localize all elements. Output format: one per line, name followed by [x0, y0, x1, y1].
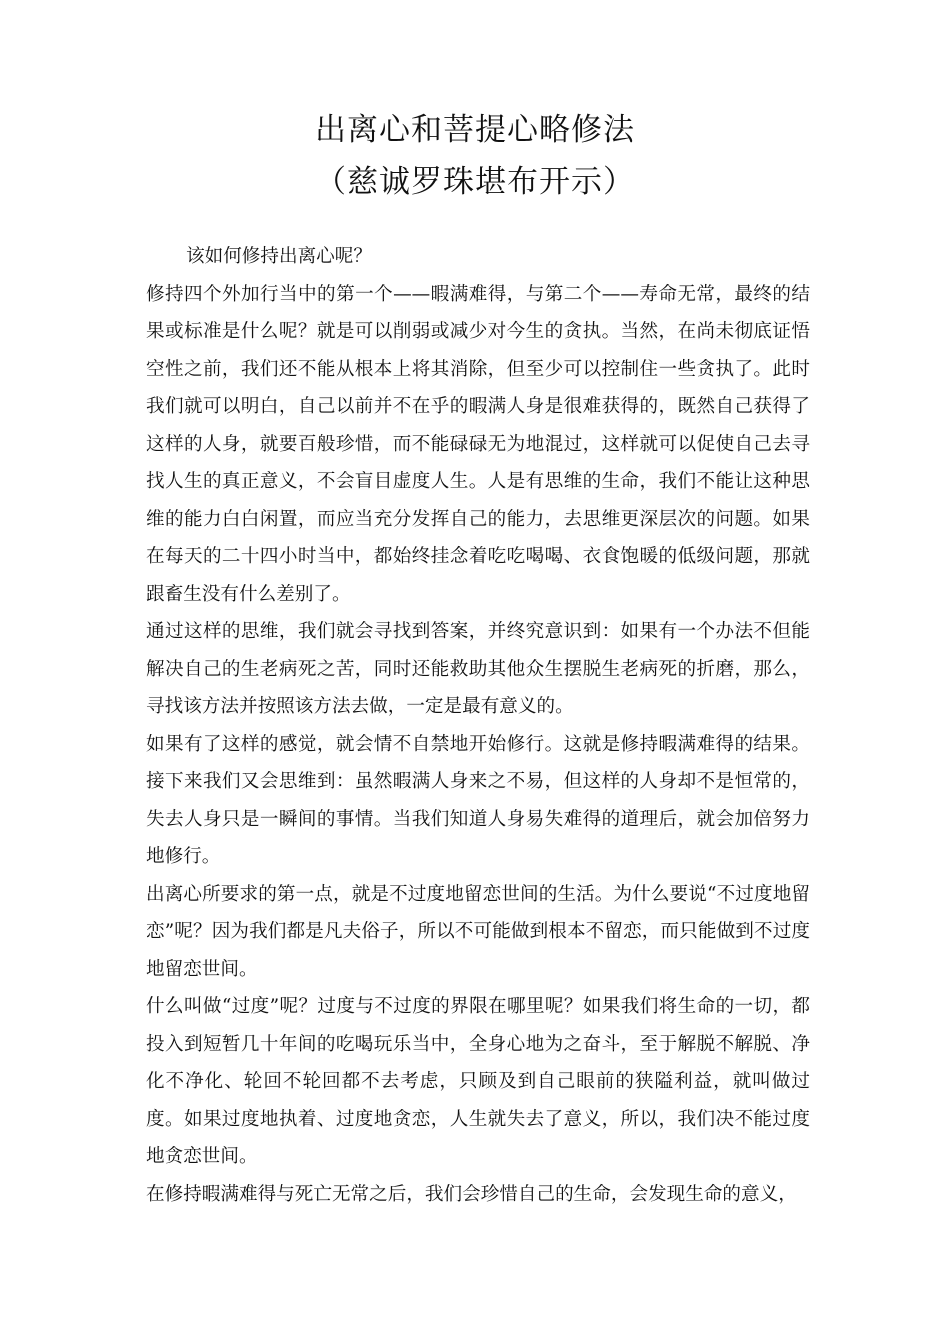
paragraph: 出离心所要求的第一点，就是不过度地留恋世间的生活。为什么要说“不过度地留恋”呢？因为我们都是凡夫俗子，所以不可能做到根本不留恋，而只能做到不过度地留恋世间。 — [146, 883, 810, 980]
document-body — [146, 238, 810, 1213]
paragraph: 什么叫做“过度”呢？过度与不过度的界限在哪里呢？如果我们将生命的一切，都投入到短暂几十年间的吃喝玩乐当中，全身心地为之奋斗，至于解脱不解脱、净化不净化、轮回不轮回都不去考虑，只顾及到自己眼前的狭隘利益，就叫做过度。如果过度地执着、过度地贪恋，人生就失去了意义，所以，我们决不能过度地贪恋世间。 — [146, 996, 810, 1167]
document-title: 出离心和菩提心略修法 — [315, 112, 635, 148]
paragraph: 如果有了这样的感觉，就会情不自禁地开始修行。这就是修持暇满难得的结果。接下来我们又会思维到：虽然暇满人身来之不易，但这样的人身却不是恒常的，失去人身只是一瞬间的事情。当我们知道人身易失难得的道理后，就会加倍努力地修行。 — [146, 733, 810, 867]
paragraph: 通过这样的思维，我们就会寻找到答案，并终究意识到：如果有一个办法不但能解决自己的生老病死之苦，同时还能救助其他众生摆脱生老病死的折磨，那么，寻找该方法并按照该方法去做，一定是最有意义的。 — [146, 621, 810, 717]
document-subtitle: （慈诚罗珠堪布开示） — [315, 164, 635, 200]
title-block — [0, 104, 950, 208]
paragraph: 该如何修持出离心呢？ — [186, 246, 372, 267]
paragraph: 在修持暇满难得与死亡无常之后，我们会珍惜自己的生命，会发现生命的意义， — [146, 1183, 797, 1205]
paragraph: 修持四个外加行当中的第一个——暇满难得，与第二个——寿命无常，最终的结果或标准是什么呢？就是可以削弱或减少对今生的贪执。当然，在尚未彻底证悟空性之前，我们还不能从根本上将其消除，但至少可以控制住一些贪执了。此时我们就可以明白，自己以前并不在乎的暇满人身是很难获得的，既然自己获得了这样的人身，就要百般珍惜，而不能碌碌无为地混过，这样就可以促使自己去寻找人生的真正意义，不会盲目虚度人生。人是有思维的生命，我们不能让这种思维的能力白白闲置，而应当充分发挥自己的能力，去思维更深层次的问题。如果在每天的二十四小时当中，都始终挂念着吃吃喝喝、衣食饱暖的低级问题，那就跟畜生没有什么差别了。 — [146, 283, 810, 605]
